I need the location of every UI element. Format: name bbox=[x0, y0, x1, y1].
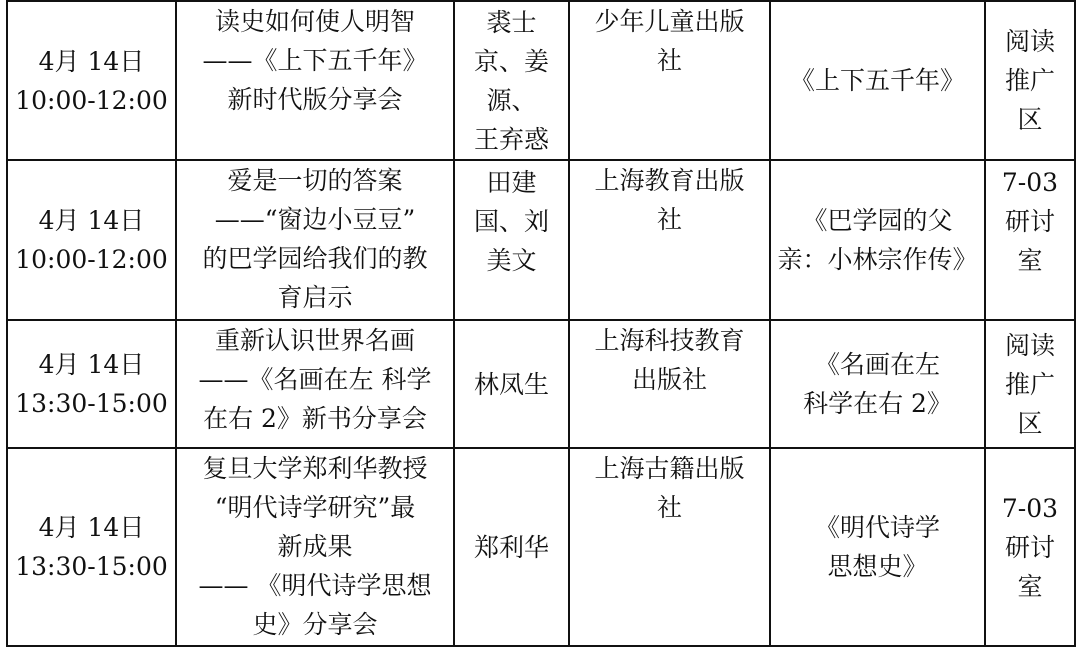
event-venue: 7-03 研讨 室 bbox=[985, 448, 1075, 646]
event-venue: 7-03 研讨 室 bbox=[985, 160, 1075, 320]
event-speakers: 裘士 京、姜 源、 王弃惑 bbox=[454, 1, 569, 160]
event-speakers: 田建 国、刘 美文 bbox=[454, 160, 569, 320]
event-publisher: 上海教育出版 社 bbox=[569, 160, 770, 320]
event-schedule-table bbox=[6, 0, 1076, 647]
event-speakers: 林凤生 bbox=[454, 320, 569, 448]
table-row bbox=[7, 448, 1075, 646]
event-publisher: 少年儿童出版 社 bbox=[569, 1, 770, 160]
event-time: 4月 14日 13:30-15:00 bbox=[7, 448, 176, 646]
event-speakers: 郑利华 bbox=[454, 448, 569, 646]
event-book: 《明代诗学 思想史》 bbox=[770, 448, 985, 646]
event-title: 重新认识世界名画 ——《名画在左 科学 在右 2》新书分享会 bbox=[176, 320, 454, 448]
table-row bbox=[7, 320, 1075, 448]
table-row bbox=[7, 160, 1075, 320]
event-venue: 阅读 推广 区 bbox=[985, 1, 1075, 160]
event-book: 《巴学园的父 亲：小林宗作传》 bbox=[770, 160, 985, 320]
event-title: 复旦大学郑利华教授 “明代诗学研究”最 新成果 —— 《明代诗学思想 史》分享会 bbox=[176, 448, 454, 646]
event-time: 4月 14日 10:00-12:00 bbox=[7, 160, 176, 320]
event-book: 《名画在左 科学在右 2》 bbox=[770, 320, 985, 448]
event-book: 《上下五千年》 bbox=[770, 1, 985, 160]
event-title: 爱是一切的答案 ——“窗边小豆豆” 的巴学园给我们的教 育启示 bbox=[176, 160, 454, 320]
event-time: 4月 14日 10:00-12:00 bbox=[7, 1, 176, 160]
event-time: 4月 14日 13:30-15:00 bbox=[7, 320, 176, 448]
event-title: 读史如何使人明智 ——《上下五千年》 新时代版分享会 bbox=[176, 1, 454, 160]
table-row bbox=[7, 1, 1075, 160]
event-venue: 阅读 推广 区 bbox=[985, 320, 1075, 448]
event-publisher: 上海古籍出版 社 bbox=[569, 448, 770, 646]
event-publisher: 上海科技教育 出版社 bbox=[569, 320, 770, 448]
